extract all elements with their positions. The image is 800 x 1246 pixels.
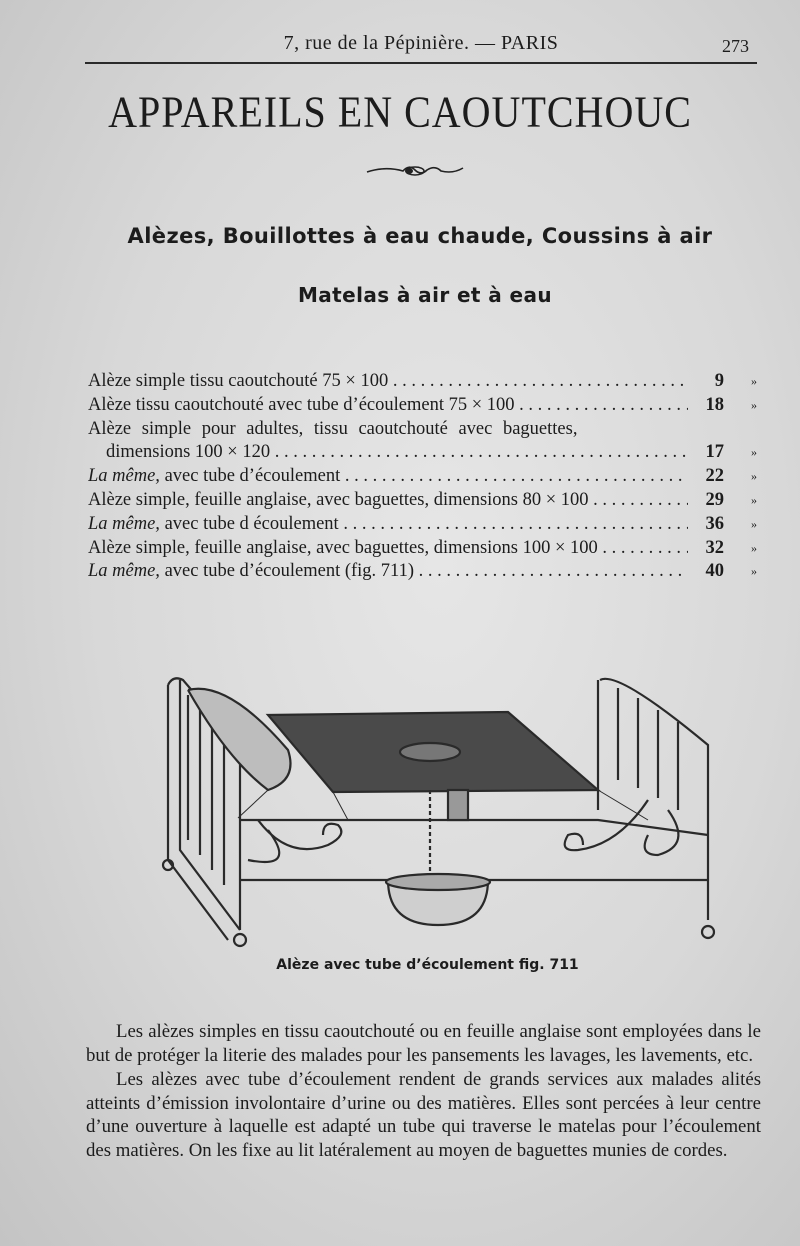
section-subtitle-2: Matelas à air et à eau — [297, 283, 553, 307]
ornament-flourish — [365, 162, 465, 180]
price-row — [88, 370, 768, 394]
paragraph: Les alèzes simples en tissu caoutchouté ou en feuille anglaise sont employées dans le but de protéger la literie des malades pour les pansements les lavages, les lavements, etc. — [86, 1021, 761, 1066]
price-row — [88, 489, 768, 513]
item-description: Alèze simple, feuille anglaise, avec baguettes, dimensions 100 × 100 — [88, 537, 598, 558]
price-mark: » — [751, 492, 757, 507]
item-description: avec tube d’écoulement (fig. 711) — [159, 561, 415, 582]
price-row — [88, 560, 768, 584]
price-row — [88, 394, 768, 418]
item-italic-lead: La même, — [88, 466, 160, 487]
item-price: 9 — [714, 371, 724, 391]
header-rule — [85, 62, 757, 64]
item-price: 29 — [705, 489, 724, 510]
item-description: Alèze simple, feuille anglaise, avec baguettes, dimensions 80 × 100 — [88, 489, 589, 510]
item-price: 40 — [705, 561, 724, 582]
item-price: 18 — [705, 394, 724, 415]
price-row — [88, 418, 768, 442]
price-row — [88, 465, 768, 489]
item-price: 32 — [705, 537, 724, 558]
item-description: Alèze simple pour adultes, tissu caoutchouté avec baguettes, — [88, 418, 578, 439]
price-row — [88, 537, 768, 561]
item-description: avec tube d’écoulement — [159, 466, 341, 487]
price-mark: » — [751, 374, 757, 388]
figure-caption: Alèze avec tube d’écoulement fig. 711 — [276, 957, 579, 973]
body-text — [86, 1020, 761, 1163]
item-price: 22 — [705, 466, 724, 487]
item-price: 36 — [705, 513, 724, 534]
price-mark: » — [751, 564, 757, 579]
page-number: 273 — [722, 36, 749, 56]
item-description: Alèze simple tissu caoutchouté 75 × 100 — [88, 371, 389, 391]
page-title: APPAREILS EN CAOUTCHOUC — [108, 86, 692, 137]
price-mark: » — [751, 516, 757, 531]
item-description: Alèze tissu caoutchouté avec tube d’écoulement 75 × 100 — [88, 394, 515, 415]
price-mark: » — [751, 540, 757, 555]
item-italic-lead: La même, — [88, 513, 160, 534]
section-subtitle: Alèzes, Bouillottes à eau chaude, Coussins à air — [127, 224, 713, 248]
item-description: avec tube d écoulement — [159, 513, 339, 534]
price-mark: » — [751, 469, 757, 484]
page-header — [85, 32, 757, 60]
price-row — [88, 441, 768, 465]
item-price: 17 — [705, 442, 724, 463]
price-row — [88, 513, 768, 537]
item-description: dimensions 100 × 120 — [106, 442, 271, 463]
price-list — [88, 370, 768, 584]
running-head: 7, rue de la Pépinière. — PARIS — [283, 32, 559, 54]
paragraph: Les alèzes avec tube d’écoulement rendent de grands services aux malades alités atteints d’émission involontaire d’urine ou des matières. Elles sont percées à leur centre d’une ouverture à laquelle est adapté un tube qui traverse le matelas pour l’écoulement des matières. On les fixe au lit latéralement au moyen de baguettes munies de cordes. — [86, 1069, 761, 1161]
item-italic-lead: La même, — [88, 561, 160, 582]
price-mark: » — [751, 397, 757, 412]
price-mark: » — [751, 445, 757, 460]
bed-illustration — [148, 670, 718, 955]
